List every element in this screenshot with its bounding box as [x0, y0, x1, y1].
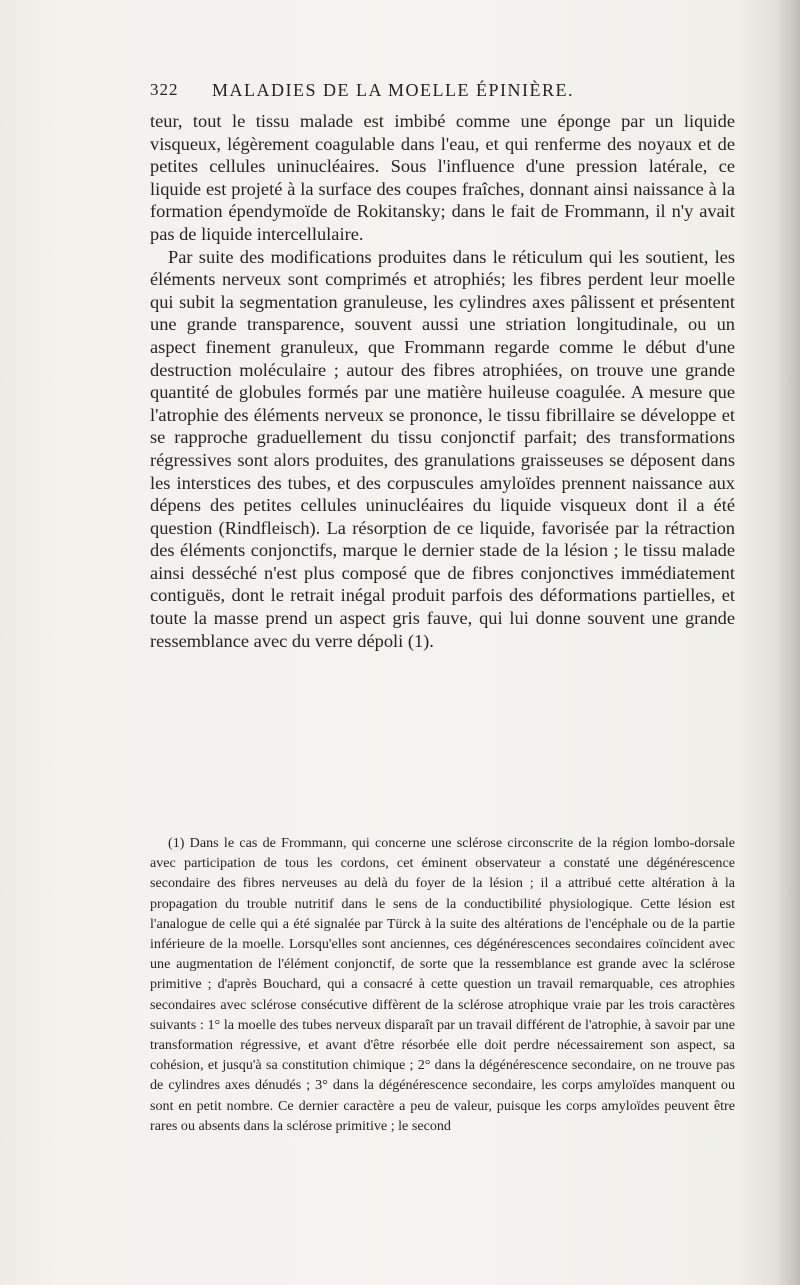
page-number: 322 — [150, 80, 179, 99]
paragraph-2: Par suite des modifications produites dans le réticulum qui les soutient, les éléments nerveux sont comprimés et atrophiés; les fibres perdent leur moelle qui subit la segmentation granuleuse, les cylindres axes pâlissent et présentent une grande transparence, souvent aussi une striation longitudinale, ou un aspect finement granuleux, que Frommann regarde comme le début d'une destruction moléculaire ; autour des fibres atrophiées, on trouve une grande quantité de globules formés par une matière huileuse coagulée. A mesure que l'atrophie des éléments nerveux se prononce, le tissu fibrillaire se développe et se rapproche graduellement du tissu conjonctif parfait; des transformations régressives sont alors produites, des granulations graisseuses se déposent dans les interstices des tubes, et des corpuscules amyloïdes prennent naissance aux dépens des petites cellules uninucléaires du liquide visqueux dont il a été question (Rindfleisch). La résorption de ce liquide, favorisée par la rétraction des éléments conjonctifs, marque le dernier stade de la lésion ; le tissu malade ainsi desséché n'est plus composé que de fibres conjonctives immédiatement contiguës, dont le retrait inégal produit parfois des déformations partielles, et toute la masse prend un aspect gris fauve, qui lui donne souvent une grande ressemblance avec du verre dépoli (1). — [150, 246, 735, 651]
page-edge-shadow — [776, 0, 800, 1285]
page-header — [150, 80, 710, 106]
footnote — [150, 833, 735, 1136]
main-text — [150, 110, 735, 652]
footnote-text: (1) Dans le cas de Frommann, qui concerne une sclérose circonscrite de la région lombo-dorsale avec participation de tous les cordons, cet éminent observateur a constaté une dégénérescence secondaire des fibres nerveuses au delà du foyer de la lésion ; il a attribué cette altération à la propagation du trouble nutritif dans le sens de la conductibilité physiologique. Cette lésion est l'analogue de celle qui a été signalée par Türck à la suite des altérations de l'encéphale ou de la partie inférieure de la moelle. Lorsqu'elles sont anciennes, ces dégénérescences secondaires coïncident avec une augmentation de l'élément conjonctif, de sorte que la ressemblance est grande avec la sclérose primitive ; d'après Bouchard, qui a consacré à cette question un travail remarquable, ces atrophies secondaires avec sclérose consécutive diffèrent de la sclérose atrophique vraie par les trois caractères suivants : 1° la moelle des tubes nerveux disparaît par un travail différent de l'atrophie, à savoir par une transformation régressive, et avant d'être résorbée elle doit perdre nécessairement son aspect, sa cohésion, et jusqu'à sa constitution chimique ; 2° dans la dégénérescence secondaire, on ne trouve pas de cylindres axes dénudés ; 3° dans la dégénérescence secondaire, les corps amyloïdes manquent ou sont en petit nombre. Ce dernier caractère a peu de valeur, puisque les corps amyloïdes peuvent être rares ou absents dans la sclérose primitive ; le second — [150, 835, 735, 1134]
paragraph-1: teur, tout le tissu malade est imbibé comme une éponge par un liquide visqueux, légèrement coagulable dans l'eau, et qui renferme des noyaux et de petites cellules uninucléaires. Sous l'influence d'une pression latérale, ce liquide est projeté à la surface des coupes fraîches, donnant ainsi naissance à la formation épendymoïde de Rokitansky; dans le fait de Frommann, il n'y avait pas de liquide intercellulaire. — [150, 111, 735, 244]
running-title: MALADIES DE LA MOELLE ÉPINIÈRE. — [212, 80, 574, 100]
